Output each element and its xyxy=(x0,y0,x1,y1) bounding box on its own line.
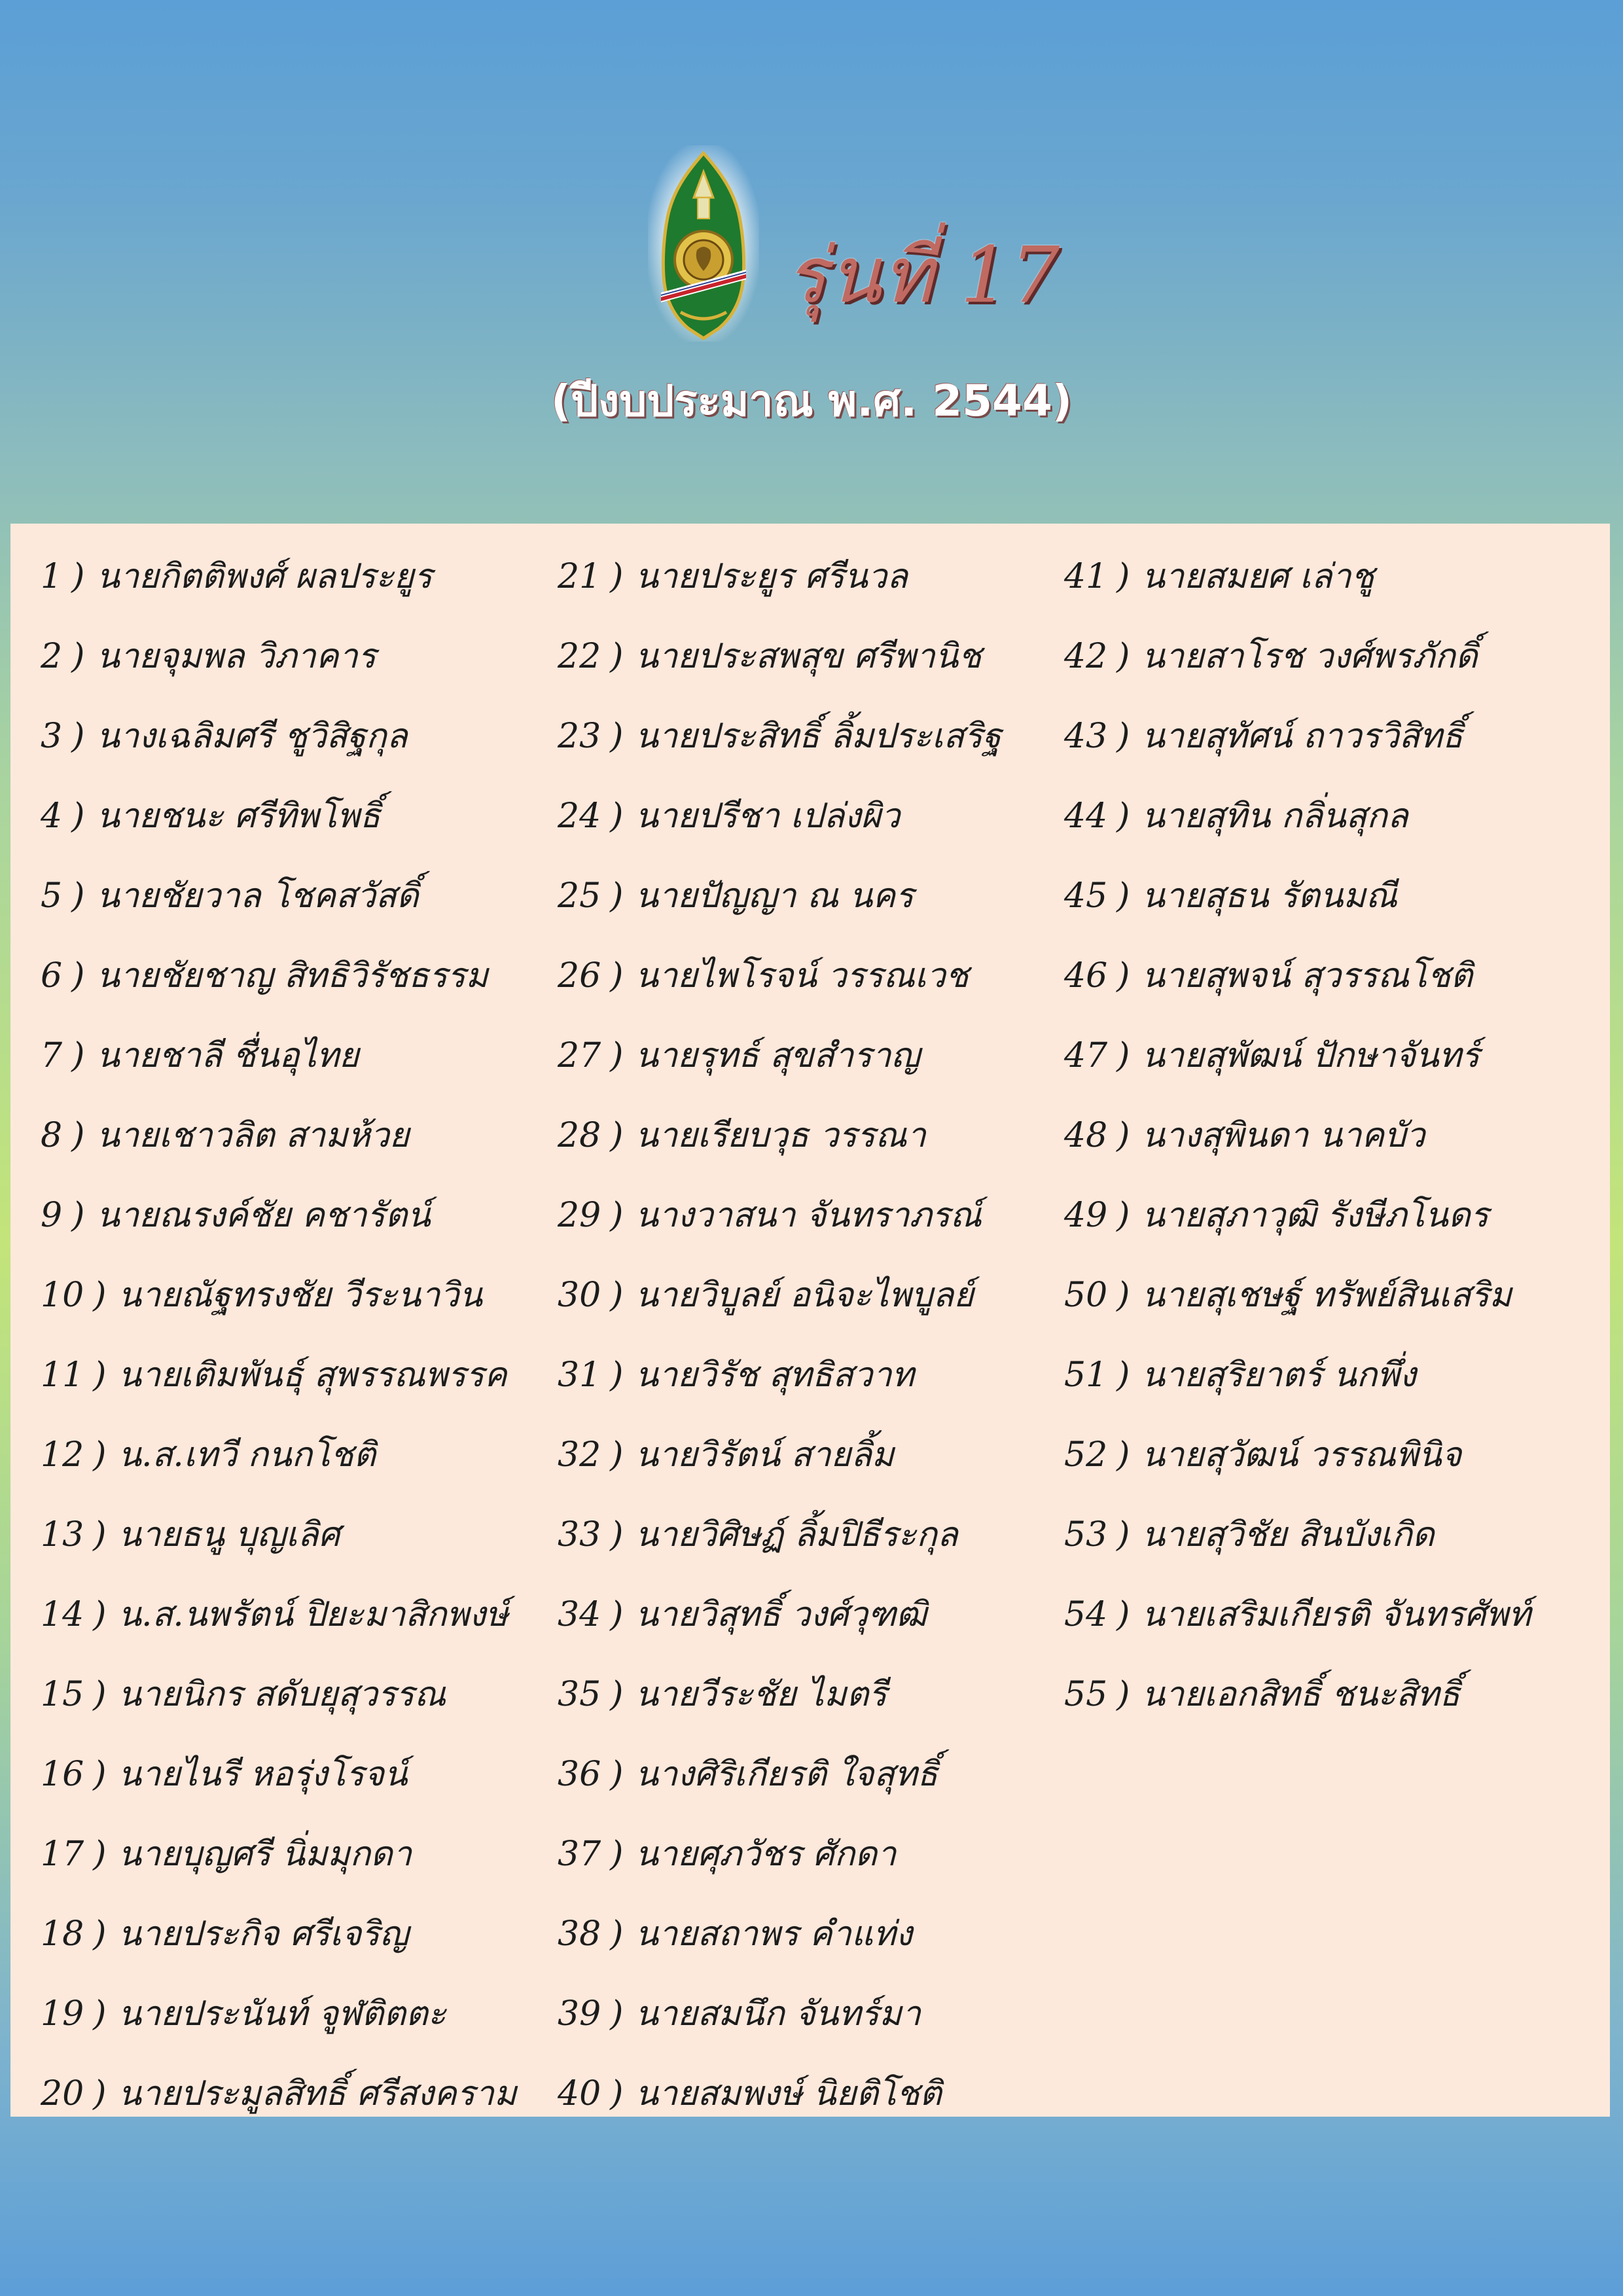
list-item xyxy=(41,2054,551,2134)
list-item xyxy=(1064,936,1575,1016)
member-number: 51 xyxy=(1064,1355,1108,1395)
member-number: 3 xyxy=(41,717,63,756)
number-separator: ) xyxy=(93,1515,107,1554)
member-number: 41 xyxy=(1064,557,1108,596)
number-separator: ) xyxy=(610,557,624,596)
list-item xyxy=(41,1175,551,1255)
number-separator: ) xyxy=(71,717,85,756)
member-name: นายวิรัตน์ สายลิ้ม xyxy=(635,1435,895,1475)
list-item xyxy=(1064,1575,1575,1655)
member-number: 11 xyxy=(41,1355,84,1395)
member-number: 38 xyxy=(558,1914,601,1954)
number-separator: ) xyxy=(93,1355,107,1395)
number-separator: ) xyxy=(610,1675,624,1714)
member-number: 42 xyxy=(1064,637,1108,676)
number-separator: ) xyxy=(610,1116,624,1155)
list-item xyxy=(41,856,551,936)
number-separator: ) xyxy=(93,1914,107,1954)
member-name: นายณรงค์ชัย คชารัตน์ xyxy=(96,1196,431,1235)
member-number: 44 xyxy=(1064,797,1108,836)
member-number: 53 xyxy=(1064,1515,1108,1554)
member-name: นายวิสุทธิ์ วงศ์วุฑฒิ xyxy=(635,1595,927,1634)
class-title: รุ่นที่ 17 xyxy=(785,230,1061,320)
member-name: นายประสิทธิ์ ลิ้มประเสริฐ xyxy=(635,717,1001,756)
member-number: 21 xyxy=(558,557,601,596)
number-separator: ) xyxy=(1116,637,1130,676)
member-name: นายเสริมเกียรติ จันทรศัพท์ xyxy=(1141,1595,1531,1634)
member-name: นายวีระชัย ไมตรี xyxy=(635,1675,887,1714)
member-name: นายสาโรช วงศ์พรภักดิ์ xyxy=(1141,637,1478,676)
member-number: 20 xyxy=(41,2074,84,2113)
member-name: นายสุทัศน์ ถาวรวิสิทธิ์ xyxy=(1141,717,1463,756)
list-item xyxy=(1064,617,1575,696)
member-name: นายบุญศรี นิ่มมุกดา xyxy=(118,1835,412,1874)
member-number: 50 xyxy=(1064,1276,1108,1315)
number-separator: ) xyxy=(610,1835,624,1874)
list-item xyxy=(41,1894,551,1974)
number-separator: ) xyxy=(610,1435,624,1475)
list-item xyxy=(1064,1175,1575,1255)
member-name: นายสุริยาตร์ นกพึ่ง xyxy=(1141,1355,1416,1395)
number-separator: ) xyxy=(71,557,85,596)
member-number: 37 xyxy=(558,1835,601,1874)
member-number: 31 xyxy=(558,1355,601,1395)
member-name: นายกิตติพงศ์ ผลประยูร xyxy=(96,557,433,596)
member-name: นายประสพสุข ศรีพานิช xyxy=(635,637,982,676)
member-number: 55 xyxy=(1064,1675,1108,1714)
member-number: 9 xyxy=(41,1196,63,1235)
member-number: 18 xyxy=(41,1914,84,1954)
member-name: นายเรียบวุธ วรรณา xyxy=(635,1116,926,1155)
number-separator: ) xyxy=(1116,1196,1130,1235)
number-separator: ) xyxy=(71,956,85,996)
list-item xyxy=(1064,696,1575,776)
list-item xyxy=(558,1415,1068,1495)
list-item xyxy=(1064,856,1575,936)
member-number: 8 xyxy=(41,1116,63,1155)
list-item xyxy=(41,1415,551,1495)
member-number: 5 xyxy=(41,876,63,916)
list-item xyxy=(41,1814,551,1894)
list-item xyxy=(41,1734,551,1814)
member-number: 1 xyxy=(41,557,63,596)
list-item xyxy=(558,1734,1068,1814)
list-item xyxy=(1064,537,1575,617)
list-item xyxy=(41,1016,551,1096)
number-separator: ) xyxy=(610,1914,624,1954)
member-number: 19 xyxy=(41,1994,84,2034)
number-separator: ) xyxy=(610,1355,624,1395)
number-separator: ) xyxy=(1116,876,1130,916)
number-separator: ) xyxy=(93,1276,107,1315)
member-number: 40 xyxy=(558,2074,601,2113)
member-number: 52 xyxy=(1064,1435,1108,1475)
list-item xyxy=(558,1974,1068,2054)
list-item xyxy=(41,1495,551,1575)
list-item xyxy=(558,1016,1068,1096)
member-name: นายสุเชษฐ์ ทรัพย์สินเสริม xyxy=(1141,1276,1512,1315)
list-item xyxy=(558,1894,1068,1974)
member-name: นายสุวัฒน์ วรรณพินิจ xyxy=(1141,1435,1462,1475)
member-name: นายปัญญา ณ นคร xyxy=(635,876,914,916)
member-name: นายสุวิชัย สินบังเกิด xyxy=(1141,1515,1435,1554)
number-separator: ) xyxy=(93,1435,107,1475)
list-item xyxy=(1064,1255,1575,1335)
number-separator: ) xyxy=(610,1755,624,1794)
list-item xyxy=(558,856,1068,936)
member-column-3 xyxy=(1064,537,1575,1734)
member-number: 15 xyxy=(41,1675,84,1714)
list-item xyxy=(558,617,1068,696)
member-name: นายประนันท์ จูฬติตตะ xyxy=(118,1994,446,2034)
list-item xyxy=(41,1335,551,1415)
member-number: 28 xyxy=(558,1116,601,1155)
member-number: 54 xyxy=(1064,1595,1108,1634)
list-item xyxy=(1064,1495,1575,1575)
emblem-graphic xyxy=(648,145,759,342)
member-number: 36 xyxy=(558,1755,601,1794)
number-separator: ) xyxy=(610,1276,624,1315)
member-number: 48 xyxy=(1064,1116,1108,1155)
member-name: นายชาลี ชื่นอุไทย xyxy=(96,1036,359,1075)
number-separator: ) xyxy=(1116,1276,1130,1315)
number-separator: ) xyxy=(1116,717,1130,756)
member-name: นายชัยชาญ สิทธิวิรัชธรรม xyxy=(96,956,488,996)
list-item xyxy=(558,1255,1068,1335)
number-separator: ) xyxy=(93,2074,107,2113)
member-number: 10 xyxy=(41,1276,84,1315)
number-separator: ) xyxy=(610,2074,624,2113)
member-name: นายชัยวาล โชคสวัสดิ์ xyxy=(96,876,419,916)
member-name: นายประกิจ ศรีเจริญ xyxy=(118,1914,409,1954)
member-number: 23 xyxy=(558,717,601,756)
member-name: นายนิกร สดับยุสุวรรณ xyxy=(118,1675,446,1714)
member-name: นายสมนึก จันทร์มา xyxy=(635,1994,921,2034)
list-item xyxy=(1064,1096,1575,1175)
number-separator: ) xyxy=(71,797,85,836)
member-number: 47 xyxy=(1064,1036,1108,1075)
fiscal-year-subtitle: (ปีงบประมาณ พ.ศ. 2544) xyxy=(550,376,1073,426)
list-item xyxy=(1064,1016,1575,1096)
number-separator: ) xyxy=(93,1595,107,1634)
list-item xyxy=(41,936,551,1016)
list-item xyxy=(41,776,551,856)
list-item xyxy=(41,1255,551,1335)
member-name: นายวิรัช สุทธิสวาท xyxy=(635,1355,914,1395)
number-separator: ) xyxy=(610,797,624,836)
member-name: นายปรีชา เปล่งผิว xyxy=(635,797,901,836)
member-name: นายศุภวัชร ศักดา xyxy=(635,1835,897,1874)
number-separator: ) xyxy=(610,717,624,756)
member-name: นายวิศิษฏ์ ลิ้มปิธีระกุล xyxy=(635,1515,958,1554)
list-item xyxy=(558,1096,1068,1175)
list-item xyxy=(558,776,1068,856)
number-separator: ) xyxy=(1116,1355,1130,1395)
member-number: 6 xyxy=(41,956,63,996)
number-separator: ) xyxy=(1116,1675,1130,1714)
member-name: นายสุภาวุฒิ รังษีภโนดร xyxy=(1141,1196,1489,1235)
member-number: 25 xyxy=(558,876,601,916)
list-item xyxy=(558,1335,1068,1415)
number-separator: ) xyxy=(1116,797,1130,836)
member-number: 12 xyxy=(41,1435,84,1475)
member-name: นายเชาวลิต สามห้วย xyxy=(96,1116,410,1155)
list-item xyxy=(1064,1415,1575,1495)
list-item xyxy=(1064,776,1575,856)
number-separator: ) xyxy=(1116,1036,1130,1075)
list-item xyxy=(41,1655,551,1734)
number-separator: ) xyxy=(610,1196,624,1235)
number-separator: ) xyxy=(1116,1116,1130,1155)
member-name: นายจุมพล วิภาคาร xyxy=(96,637,376,676)
list-item xyxy=(558,1495,1068,1575)
member-column-1 xyxy=(41,537,551,2134)
list-item xyxy=(1064,1335,1575,1415)
member-number: 39 xyxy=(558,1994,601,2034)
member-name: น.ส.เทวี กนกโชติ xyxy=(118,1435,376,1475)
member-name: นายสถาพร คำแท่ง xyxy=(635,1914,913,1954)
number-separator: ) xyxy=(1116,557,1130,596)
number-separator: ) xyxy=(610,637,624,676)
member-number: 45 xyxy=(1064,876,1108,916)
member-number: 24 xyxy=(558,797,601,836)
member-number: 7 xyxy=(41,1036,63,1075)
member-name: นายประมูลสิทธิ์ ศรีสงคราม xyxy=(118,2074,517,2113)
list-item xyxy=(558,1575,1068,1655)
member-number: 49 xyxy=(1064,1196,1108,1235)
list-item xyxy=(41,696,551,776)
member-column-2 xyxy=(558,537,1068,2134)
member-name: นายวิบูลย์ อนิจะไพบูลย์ xyxy=(635,1276,974,1315)
number-separator: ) xyxy=(610,1036,624,1075)
member-number: 13 xyxy=(41,1515,84,1554)
number-separator: ) xyxy=(93,1675,107,1714)
member-list-panel xyxy=(10,524,1610,2117)
number-separator: ) xyxy=(610,956,624,996)
member-name: นายสุธน รัตนมณี xyxy=(1141,876,1398,916)
member-name: นายสุพัฒน์ ปักษาจันทร์ xyxy=(1141,1036,1480,1075)
member-number: 26 xyxy=(558,956,601,996)
list-item xyxy=(41,1974,551,2054)
number-separator: ) xyxy=(71,876,85,916)
member-name: นายเติมพันธุ์ สุพรรณพรรค xyxy=(118,1355,507,1395)
number-separator: ) xyxy=(610,1515,624,1554)
list-item xyxy=(558,1655,1068,1734)
list-item xyxy=(41,537,551,617)
member-number: 35 xyxy=(558,1675,601,1714)
list-item xyxy=(558,537,1068,617)
member-name: นางวาสนา จันทราภรณ์ xyxy=(635,1196,982,1235)
member-name: นายไนรี หอรุ่งโรจน์ xyxy=(118,1755,408,1794)
member-number: 46 xyxy=(1064,956,1108,996)
number-separator: ) xyxy=(71,1116,85,1155)
number-separator: ) xyxy=(1116,956,1130,996)
number-separator: ) xyxy=(610,1994,624,2034)
member-name: นายณัฐทรงชัย วีระนาวิน xyxy=(118,1276,483,1315)
member-number: 33 xyxy=(558,1515,601,1554)
page-header xyxy=(0,0,1623,524)
member-name: นายชนะ ศรีทิพโพธิ์ xyxy=(96,797,381,836)
number-separator: ) xyxy=(1116,1515,1130,1554)
number-separator: ) xyxy=(1116,1435,1130,1475)
member-number: 14 xyxy=(41,1595,84,1634)
member-name: นายสมยศ เล่าชู xyxy=(1141,557,1374,596)
member-name: นายสุทิน กลิ่นสุกล xyxy=(1141,797,1408,836)
member-number: 34 xyxy=(558,1595,601,1634)
member-number: 17 xyxy=(41,1835,84,1874)
list-item xyxy=(558,1175,1068,1255)
member-name: นายประยูร ศรีนวล xyxy=(635,557,908,596)
member-name: นางศิริเกียรติ ใจสุทธิ์ xyxy=(635,1755,938,1794)
member-number: 22 xyxy=(558,637,601,676)
member-number: 16 xyxy=(41,1755,84,1794)
number-separator: ) xyxy=(71,637,85,676)
number-separator: ) xyxy=(71,1196,85,1235)
member-name: น.ส.นพรัตน์ ปิยะมาสิกพงษ์ xyxy=(118,1595,508,1634)
member-number: 4 xyxy=(41,797,63,836)
list-item xyxy=(558,696,1068,776)
number-separator: ) xyxy=(1116,1595,1130,1634)
member-name: นายไพโรจน์ วรรณเวช xyxy=(635,956,969,996)
list-item xyxy=(1064,1655,1575,1734)
number-separator: ) xyxy=(93,1835,107,1874)
member-number: 29 xyxy=(558,1196,601,1235)
member-name: นายรุทธ์ สุขสำราญ xyxy=(635,1036,920,1075)
member-number: 32 xyxy=(558,1435,601,1475)
member-number: 2 xyxy=(41,637,63,676)
member-number: 43 xyxy=(1064,717,1108,756)
number-separator: ) xyxy=(610,1595,624,1634)
number-separator: ) xyxy=(71,1036,85,1075)
list-item xyxy=(41,1575,551,1655)
number-separator: ) xyxy=(93,1755,107,1794)
member-name: นางเฉลิมศรี ชูวิสิฐกุล xyxy=(96,717,408,756)
number-separator: ) xyxy=(610,876,624,916)
member-name: นายเอกสิทธิ์ ชนะสิทธิ์ xyxy=(1141,1675,1460,1714)
member-number: 30 xyxy=(558,1276,601,1315)
member-name: นายธนู บุญเลิศ xyxy=(118,1515,340,1554)
member-name: นางสุพินดา นาคบัว xyxy=(1141,1116,1425,1155)
royal-emblem-icon xyxy=(648,145,759,342)
member-name: นายสมพงษ์ นิยติโชติ xyxy=(635,2074,942,2113)
list-item xyxy=(558,2054,1068,2134)
number-separator: ) xyxy=(93,1994,107,2034)
member-name: นายสุพจน์ สุวรรณโชติ xyxy=(1141,956,1473,996)
member-number: 27 xyxy=(558,1036,601,1075)
list-item xyxy=(41,617,551,696)
list-item xyxy=(41,1096,551,1175)
list-item xyxy=(558,936,1068,1016)
list-item xyxy=(558,1814,1068,1894)
